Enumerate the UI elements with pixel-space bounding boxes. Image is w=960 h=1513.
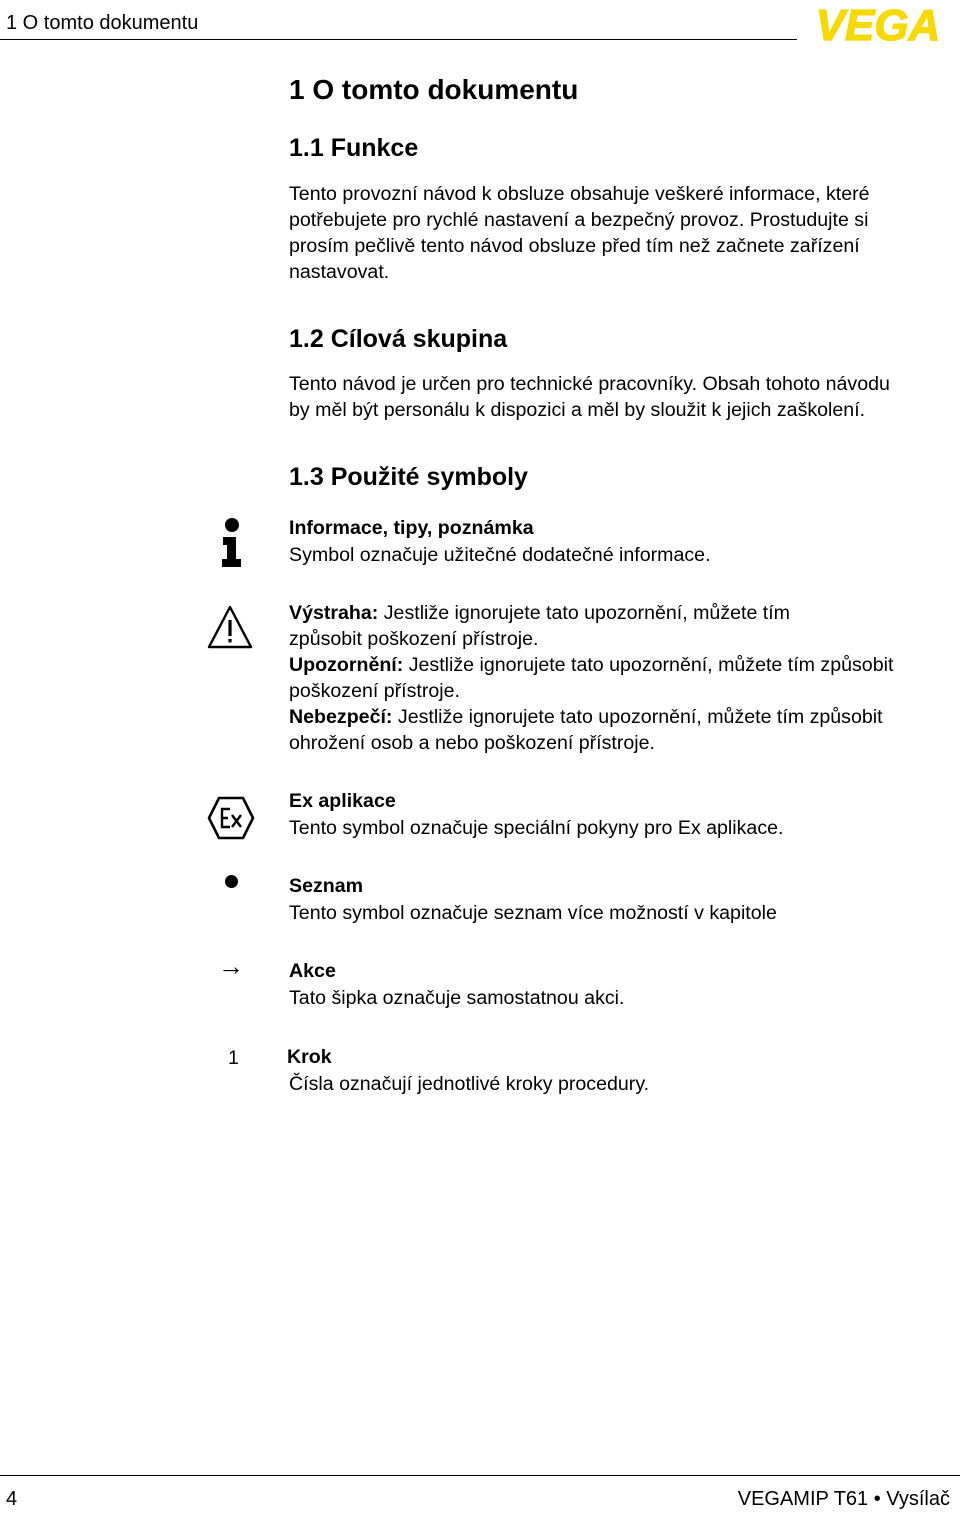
warning-upozorneni <box>289 652 955 704</box>
warning-upozorneni-label: Upozornění: <box>289 654 404 676</box>
section-title-cilova-skupina: 1.2 Cílová skupina <box>289 325 508 353</box>
footer-document-title: VEGAMIP T61 • Vysílač <box>737 1488 950 1510</box>
footer-rule <box>0 1475 960 1476</box>
arrow-right-icon: → <box>218 951 244 981</box>
warning-vystraha <box>289 600 955 652</box>
header-rule <box>0 39 797 40</box>
seznam-text: Tento symbol označuje seznam více možností v kapitole <box>289 902 777 924</box>
warning-vystraha-label: Výstraha: <box>289 602 379 624</box>
info-heading: Informace, tipy, poznámka <box>289 517 534 539</box>
section-text-cilova-skupina: Tento návod je určen pro technické pracovníky. Obsah tohoto návodu by měl být personálu k dispozici a měl by sloužit k jejich zaškolení. <box>289 373 890 421</box>
bullet-icon <box>225 875 238 888</box>
page-number: 4 <box>6 1488 18 1510</box>
ex-text: Tento symbol označuje speciální pokyny pro Ex aplikace. <box>289 817 784 839</box>
info-text: Symbol označuje užitečné dodatečné informace. <box>289 544 711 566</box>
ex-heading: Ex aplikace <box>289 790 396 812</box>
warning-triangle-icon <box>206 604 254 650</box>
krok-heading: Krok <box>287 1046 332 1068</box>
running-header-title: 1 O tomto dokumentu <box>6 12 199 34</box>
warning-nebezpeci <box>289 704 955 756</box>
vega-logo <box>804 5 952 43</box>
warning-nebezpeci-label: Nebezpečí: <box>289 706 393 728</box>
warning-nebezpeci-text: Jestliže ignorujete tato upozornění, můžete tím způsobit ohrožení osob a nebo poškození přístroje. <box>289 706 883 754</box>
info-icon <box>219 517 245 569</box>
akce-heading: Akce <box>289 960 336 982</box>
akce-text: Tato šipka označuje samostatnou akci. <box>289 987 625 1009</box>
step-number: 1 <box>228 1047 239 1069</box>
logo-text: VEGA <box>815 5 941 43</box>
krok-text: Čísla označují jednotlivé kroky procedury. <box>289 1073 650 1095</box>
seznam-heading: Seznam <box>289 875 364 897</box>
section-title-funkce: 1.1 Funkce <box>289 134 419 162</box>
warning-upozorneni-text: Jestliže ignorujete tato upozornění, můžete tím způsobit poškození přístroje. <box>289 654 894 702</box>
chapter-title: 1 O tomto dokumentu <box>289 74 579 105</box>
section-text-funkce: Tento provozní návod k obsluze obsahuje veškeré informace, které potřebujete pro rychlé nastavení a bezpečný provoz. Prostudujte si prosím pečlivě tento návod obsluze před tím než začnete zařízení nastavovat. <box>289 183 870 283</box>
warning-vystraha-text: Jestliže ignorujete tato upozornění, můžete tím způsobit poškození přístroje. <box>289 602 791 650</box>
section-title-symboly: 1.3 Použité symboly <box>289 463 528 491</box>
ex-hexagon-icon <box>206 795 256 841</box>
